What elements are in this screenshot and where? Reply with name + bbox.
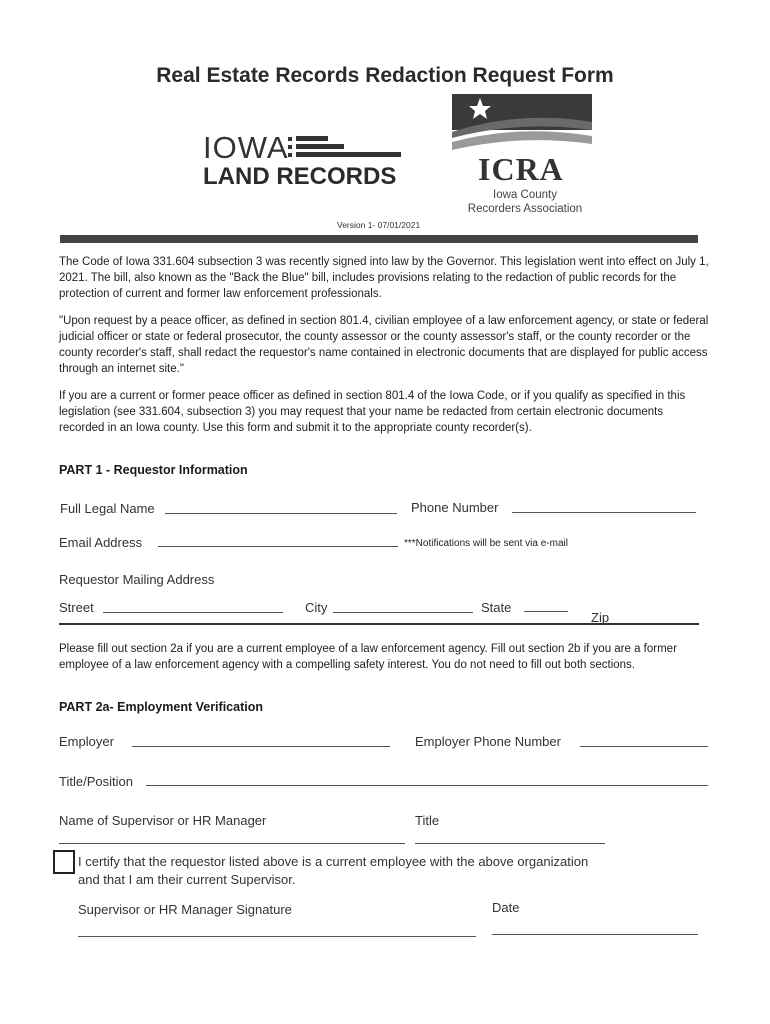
certify-text-line2: and that I am their current Supervisor. [78,872,296,887]
employer-label: Employer [59,734,114,749]
mailing-address-label: Requestor Mailing Address [59,572,215,587]
supervisor-title-field[interactable] [415,843,605,844]
state-label: State [481,600,512,615]
part2a-heading: PART 2a- Employment Verification [59,700,263,714]
logo-icra-subtitle [455,188,595,216]
email-address-field[interactable] [158,546,398,547]
date-label: Date [492,900,520,915]
street-label: Street [59,600,94,615]
zip-label: Zip [591,610,610,625]
intro-paragraph-1: The Code of Iowa 331.604 subsection 3 was recently signed into law by the Governor. This legislation went into effect on July 1, 2021. The bill, also known as the "Back the Blue" bill, includes provisions relating to the redaction of public records for the protection of current and former law enforcement professionals. [59,256,709,300]
full-legal-name-label: Full Legal Name [60,501,155,516]
state-field[interactable] [524,611,568,612]
form-title: Real Estate Records Redaction Request Form [156,64,614,87]
city-label: City [305,600,328,615]
form-version: Version 1- 07/01/2021 [337,220,421,230]
employer-phone-label: Employer Phone Number [415,734,561,749]
employer-field[interactable] [132,746,390,747]
section-instructions: Please fill out section 2a if you are a current employee of a law enforcement agency. Fill out section 2b if you are a former employee of a law enforcement agency with a compelling safety interest. You do not need to fill out both sections. [59,643,677,671]
logo-icra-text: ICRA [478,151,564,187]
city-field[interactable] [333,612,473,613]
supervisor-name-field[interactable] [59,843,405,844]
icra-line1: Iowa County [493,189,557,201]
phone-number-label: Phone Number [411,500,499,515]
logo-iowa-text: IOWA [203,130,289,165]
email-address-label: Email Address [59,535,143,550]
supervisor-title-label: Title [415,813,440,828]
title-position-label: Title/Position [59,774,133,789]
intro-paragraph-3: If you are a current or former peace officer as defined in section 801.4 of the Iowa Code, or if you qualify as specified in this legislation (see 331.604, subsection 3) you may request that your name be redacted from certain electronic documents recorded in an Iowa county. Use this form and submit it to the appropriate county recorder(s). [59,390,686,434]
date-field[interactable] [492,934,698,935]
signature-label: Supervisor or HR Manager Signature [78,902,292,917]
address-underline[interactable] [59,623,699,625]
email-note: ***Notifications will be sent via e-mail [404,538,568,549]
logo-land-records-text: LAND RECORDS [203,163,397,190]
full-legal-name-field[interactable] [165,513,397,514]
title-position-field[interactable] [146,785,708,786]
phone-number-field[interactable] [512,512,696,513]
icra-line2: Recorders Association [467,203,583,215]
certify-text-line1: I certify that the requestor listed above is a current employee with the above organization [78,854,589,869]
street-field[interactable] [103,612,283,613]
part1-heading: PART 1 - Requestor Information [59,463,248,477]
signature-field[interactable] [78,936,476,937]
certify-checkbox[interactable] [53,850,75,874]
intro-paragraph-2: "Upon request by a peace officer, as defined in section 801.4, civilian employee of a law enforcement agency, or state or federal judicial officer or state or federal prosecutor, the county assessor or the county assessor's staff, or the county recorder or the county recorder's staff, shall redact the requestor's name contained in electronic documents that are displayed for public access through an internet site." [59,315,709,375]
header-divider [60,235,698,243]
icra-flag-logo [450,92,595,154]
supervisor-name-label: Name of Supervisor or HR Manager [59,813,267,828]
employer-phone-field[interactable] [580,746,708,747]
logo-stripes-icon [288,134,403,164]
